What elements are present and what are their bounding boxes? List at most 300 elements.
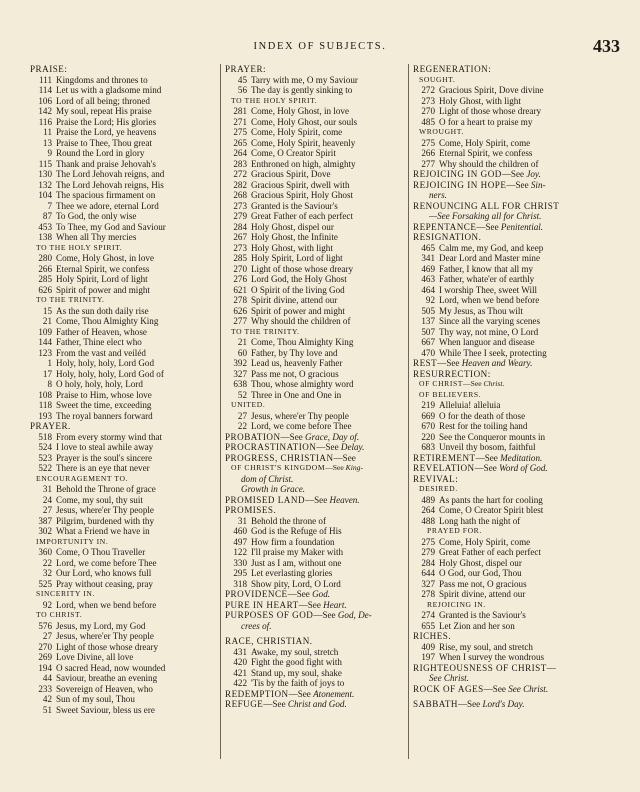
index-entry [30,348,220,359]
hymn-number: 123 [38,347,52,358]
index-entry [225,75,425,86]
hymn-number: 114 [38,85,52,95]
index-entry [225,117,425,128]
hymn-number: 264 [421,505,435,515]
index-entry [225,222,425,233]
hymn-number: 422 [233,678,247,688]
hymn-number: 233 [38,683,52,694]
hymn-first-line: Spirit divine, attend our [439,589,526,599]
hymn-first-line: O God, our God, Thou [439,568,522,578]
hymn-number: 273 [233,242,247,253]
hymn-number: 276 [233,274,247,284]
hymn-first-line: Great Father of each perfect [439,547,541,557]
index-entry [413,579,625,590]
reference-subject: PROVIDENCE [225,589,288,599]
index-entry [30,127,220,138]
hymn-first-line: Lord of all being; throned [56,95,150,106]
hymn-number: 108 [38,389,52,400]
hymn-first-line: Sun of my soul, Thou [56,694,135,704]
hymn-number: 8 [47,379,52,389]
hymn-first-line: Holy, holy, holy, Lord God of [56,368,164,379]
index-entry [225,85,425,96]
see-label: —See [333,452,356,463]
hymn-first-line: Let Zion and her son [439,620,515,631]
hymn-first-line: I worship Thee, sweet Will [439,284,538,295]
see-label: —See [305,494,330,505]
hymn-number: 327 [421,578,435,589]
page-title: INDEX OF SUBJECTS. [253,41,387,52]
reference-target: Christ. [483,379,505,388]
index-subheading: PRAYED FOR. [427,526,482,535]
hymn-number: 17 [42,368,52,379]
hymn-number: 109 [38,326,52,337]
hymn-number: 280 [38,253,52,263]
hymn-number: 266 [421,148,435,158]
index-entry [413,558,625,569]
index-entry [225,264,425,275]
hymn-number: 92 [425,295,435,305]
hymn-first-line: Since all the varying scenes [439,316,541,326]
reference-subject: SABBATH [413,699,458,709]
cross-reference [413,222,625,233]
see-label: —See [313,610,338,620]
hymn-number: 285 [38,274,52,284]
hymn-first-line: 'Tis by the faith of joys to [251,678,345,688]
hymn-number: 669 [421,410,435,421]
see-label: —See [475,452,501,463]
hymn-number: 15 [42,305,52,316]
reference-target: Heart. [323,599,347,610]
hymn-number: 270 [38,641,52,652]
hymn-number: 269 [38,652,52,662]
index-entry [30,264,220,275]
hymn-first-line: Lord God, the Holy Ghost [251,274,347,284]
hymn-first-line: Come, Holy Spirit, come [439,137,531,148]
index-heading: RIGHTEOUSNESS OF CHRIST— [413,662,557,673]
hymn-number: 92 [42,599,52,610]
cross-reference [225,610,425,621]
hymn-number: 31 [42,484,52,494]
hymn-number: 387 [38,515,52,526]
hymn-first-line: Light of those whose dreary [56,641,159,652]
index-entry [413,85,625,96]
hymn-number: 497 [233,536,247,547]
index-entry [30,285,220,296]
index-entry [225,547,425,558]
hymn-number: 460 [233,526,247,536]
hymn-number: 341 [421,253,435,263]
index-heading: RESIGNATION. [413,232,482,242]
hymn-number: 275 [421,536,435,547]
hymn-first-line: When all Thy mercies [56,232,137,242]
index-entry [225,127,425,138]
index-subheading: SOUGHT. [419,74,456,84]
hymn-number: 22 [237,421,247,431]
hymn-number: 522 [38,463,52,473]
hymn-first-line: Granted is the Saviour's [251,200,338,211]
hymn-first-line: Great Father of each perfect [251,211,353,221]
hymn-number: 11 [43,127,52,137]
see-label: —See [501,169,527,179]
hymn-first-line: There is an eye that never [56,463,150,473]
index-entry [30,600,220,611]
index-entry [225,526,425,537]
index-entry [225,369,425,380]
index-entry [413,505,625,516]
reference-subject: OF CHRIST [419,379,464,388]
hymn-number: 469 [421,263,435,274]
index-entry [225,232,425,243]
index-column-1 [30,64,220,759]
index-entry [225,106,425,117]
hymn-first-line: O for the death of those [439,410,526,421]
index-entry [30,705,220,716]
index-subheading: TO CHRIST. [36,610,83,619]
hymn-first-line: Jesus, where'er Thy people [251,410,349,421]
hymn-number: 523 [38,452,52,463]
see-label: —See [280,431,306,442]
index-entry [225,421,425,432]
index-entry [413,274,625,285]
cross-reference [413,699,625,710]
hymn-first-line: Come, Holy Ghost, in love [56,253,155,263]
hymn-first-line: What a Friend we have in [56,526,150,536]
hymn-first-line: Jesus, where'er Thy people [56,631,154,641]
index-entry [225,316,425,327]
index-entry [30,390,220,401]
hymn-first-line: How firm a foundation [251,536,335,547]
hymn-first-line: Alleluia! alleluia [439,400,501,410]
hymn-number: 667 [421,337,435,347]
hymn-number: 220 [421,431,435,442]
see-label: —See [437,358,462,368]
hymn-number: 284 [421,557,435,568]
hymn-first-line: From every stormy wind that [56,431,163,442]
hymn-first-line: Sovereign of Heaven, who [56,683,153,694]
index-entry [30,442,220,453]
hymn-number: 21 [237,337,247,347]
index-entry [225,358,425,369]
hymn-number: 1 [47,358,52,368]
index-entry [30,316,220,327]
reference-subject: RETIREMENT [413,452,476,463]
index-heading: REGENERATION: [413,64,492,74]
index-entry [225,668,425,679]
hymn-number: 277 [233,316,247,326]
hymn-first-line: Come, Holy Spirit, heavenly [251,137,356,148]
reference-subject: REST [413,358,438,368]
index-entry [225,558,425,569]
hymn-first-line: The Lord Jehovah reigns, His [56,179,164,190]
index-entry [30,369,220,380]
index-entry [225,390,425,401]
index-entry [225,274,425,285]
cross-reference-continuation: See Christ. [429,673,469,683]
hymn-first-line: Fight the good fight with [251,657,342,667]
hymn-first-line: Unveil thy bosom, faithful [439,442,536,452]
hymn-number: 279 [233,211,247,221]
index-entry [225,647,425,658]
hymn-first-line: Lord, when we bend before [439,295,540,305]
index-entry [413,316,625,327]
hymn-number: 421 [233,667,247,678]
index-entry [30,505,220,516]
hymn-number: 115 [38,158,52,169]
hymn-first-line: Come, Holy Ghost, our souls [251,116,358,127]
hymn-first-line: Calm me, my God, and keep [439,242,544,253]
hymn-number: 644 [421,568,435,578]
index-heading: REVIVAL: [413,473,459,484]
hymn-first-line: Saviour, breathe an evening [56,673,158,683]
index-entry [413,400,625,411]
index-entry [30,579,220,590]
hymn-number: 9 [47,148,52,158]
hymn-number: 273 [421,95,435,106]
hymn-first-line: Spirit of power and might [251,305,345,316]
hymn-number: 60 [237,347,247,358]
hymn-number: 138 [38,232,52,242]
index-entry [30,663,220,674]
index-entry [225,678,425,689]
hymn-first-line: Lord, when we bend before [56,599,157,610]
hymn-first-line: Praise to Thee, Thou great [56,137,152,148]
index-entry [225,306,425,317]
hymn-number: 264 [233,148,247,158]
index-entry [30,232,220,243]
index-column-3 [408,64,625,759]
reference-subject: PROMISED LAND [225,494,306,505]
hymn-first-line: Enthroned on high, almighty [251,158,356,169]
index-entry [413,411,625,422]
index-entry [30,526,220,537]
hymn-first-line: Jesus, my Lord, my God [56,620,146,631]
hymn-number: 683 [421,442,435,452]
hymn-number: 626 [38,284,52,295]
hymn-number: 87 [42,211,52,221]
index-entry [225,579,425,590]
reference-subject: PURE IN HEART [225,599,299,610]
hymn-first-line: Kingdoms and thrones to [56,74,148,85]
hymn-number: 132 [38,179,52,190]
hymn-first-line: Our Lord, who knows full [56,568,152,578]
index-subheading: TO THE HOLY SPIRIT. [231,95,318,105]
reference-target: Christ and God. [287,699,347,709]
cross-reference [413,453,625,464]
hymn-number: 281 [233,106,247,116]
see-label: —See [263,699,288,709]
index-entry [413,138,625,149]
index-entry [413,96,625,107]
index-entry [413,337,625,348]
reference-target: Delay. [340,442,365,452]
hymn-first-line: Lead us, heavenly Father [251,358,343,368]
see-label: —See [474,463,500,473]
hymn-number: 327 [233,368,247,379]
hymn-first-line: Praise the Lord; His glories [56,116,157,127]
reference-target: Joy. [526,169,541,179]
hymn-first-line: My Jesus, as Thou wilt [439,305,523,316]
hymn-first-line: Behold the throne of [251,515,327,526]
hymn-first-line: Praise the Lord, ye heavens [56,127,157,137]
hymn-number: 275 [421,137,435,148]
cross-reference [413,180,625,191]
hymn-number: 485 [421,116,435,127]
hymn-first-line: Let everlasting glories [251,568,333,578]
hymn-number: 392 [233,358,247,368]
hymn-first-line: The Lord Jehovah reigns, and [56,169,165,179]
hymn-first-line: Lord, we come before Thee [56,557,157,568]
see-label: —See [506,179,531,190]
index-entry [413,306,625,317]
cross-reference-continuation: dom of Christ. [241,473,294,484]
hymn-first-line: Sweet Saviour, bless us ere [56,704,155,715]
hymn-first-line: Gracious Spirit, Dove divine [439,85,544,95]
hymn-first-line: Thank and praise Jehovah's [56,158,156,169]
hymn-number: 278 [233,295,247,305]
reference-target: Lord's Day. [482,699,525,709]
index-subheading: IMPORTUNITY IN. [36,536,109,546]
index-entry [413,327,625,338]
hymn-number: 518 [38,431,52,442]
cross-reference [225,463,425,474]
index-entry [30,327,220,338]
index-heading: PROMISES. [225,505,277,515]
hymn-first-line: Stand up, my soul, shake [251,667,342,678]
reference-target: King- [345,463,363,472]
hymn-number: 489 [421,494,435,505]
cross-reference [225,689,425,700]
cross-reference [413,169,625,180]
index-entry [30,642,220,653]
index-entry [413,442,625,453]
hymn-number: 272 [233,169,247,179]
hymn-number: 470 [421,347,435,358]
hymn-number: 270 [233,263,247,274]
hymn-number: 142 [38,106,52,116]
hymn-first-line: See the Conqueror mounts in [439,431,546,442]
hymn-first-line: Holy, holy, holy, Lord God [56,358,155,368]
hymn-number: 22 [42,557,52,568]
reference-target: Penitential. [500,221,544,232]
index-entry [225,148,425,159]
hymn-first-line: Pass me not, O gracious [251,368,339,379]
hymn-number: 626 [233,305,247,316]
index-entry [413,621,625,632]
reference-target: Heaven and Weary. [461,358,533,368]
index-entry [30,190,220,201]
index-entry [30,673,220,684]
hymn-number: 118 [38,400,52,410]
index-entry [413,295,625,306]
index-entry [413,537,625,548]
index-entry [413,495,625,506]
hymn-number: 273 [233,200,247,211]
cross-reference-continuation: crees of. [241,620,272,631]
hymn-number: 285 [233,253,247,263]
hymn-first-line: Come, Thou Almighty King [251,337,354,347]
hymn-first-line: Come, Holy Ghost, in love [251,106,350,116]
hymn-number: 431 [233,646,247,657]
index-entry [413,106,625,117]
reference-subject: REJOICING IN GOD [413,169,502,179]
index-entry [30,495,220,506]
hymn-first-line: Why should the children of [439,158,539,169]
index-entry [225,285,425,296]
reference-subject: REPENTANCE [413,221,477,232]
hymn-first-line: Let us with a gladsome mind [56,85,162,95]
hymn-number: 51 [42,704,52,715]
index-subheading: UNITED. [231,400,266,409]
hymn-first-line: Just as I am, without one [251,557,342,568]
index-entry [30,222,220,233]
see-label: —See [288,688,314,699]
hymn-first-line: Come, Thou Almighty King [56,316,159,326]
hymn-number: 505 [421,305,435,316]
index-entry [225,169,425,180]
hymn-first-line: Jesus, where'er Thy people [56,505,154,515]
hymn-first-line: Rest for the toiling hand [439,421,528,431]
hymn-number: 283 [233,158,247,169]
index-entry [30,621,220,632]
index-entry [225,159,425,170]
hymn-first-line: Awake, my soul, stretch [251,646,339,657]
hymn-first-line: When languor and disease [439,337,535,347]
index-entry [30,484,220,495]
index-entry [225,190,425,201]
see-label: —See [463,379,484,388]
hymn-first-line: When I survey the wondrous [439,652,545,662]
hymn-first-line: Show pity, Lord, O Lord [251,578,341,589]
reference-subject: REJOICING IN HOPE [413,179,507,190]
index-entry [30,631,220,642]
hymn-first-line: My soul, repeat His praise [56,106,152,116]
index-entry [30,117,220,128]
cross-reference [225,495,425,506]
index-entry [30,169,220,180]
hymn-number: 272 [421,85,435,95]
hymn-number: 278 [421,589,435,599]
index-entry [30,274,220,285]
reference-target: God. [312,589,331,599]
hymn-number: 655 [421,620,435,631]
index-entry [30,253,220,264]
hymn-first-line: Come, O Creator Spirit [251,148,336,158]
hymn-number: 507 [421,326,435,337]
index-entry [413,159,625,170]
reference-target: Word of God. [499,463,548,473]
index-entry [30,547,220,558]
cross-reference [413,358,625,369]
hymn-number: 27 [42,631,52,641]
index-entry [225,211,425,222]
index-entry [30,211,220,222]
hymn-first-line: Holy Ghost, the Infinite [251,232,338,242]
index-entry [30,148,220,159]
index-entry [30,358,220,369]
cross-reference [225,600,425,611]
hymn-first-line: Holy Spirit, Lord of light [56,274,148,284]
hymn-first-line: God is the Refuge of His [251,526,342,536]
see-label: —See [457,699,483,709]
hymn-number: 463 [421,274,435,284]
hymn-number: 318 [233,578,247,589]
hymn-first-line: Granted is the Saviour's [439,610,526,620]
reference-subject: REDEMPTION [225,688,289,699]
hymn-first-line: Rise, my soul, and stretch [439,641,533,652]
hymn-first-line: Three in One and One in [251,389,342,400]
hymn-first-line: Eternal Spirit, we confess [56,263,150,274]
hymn-number: 360 [38,547,52,557]
